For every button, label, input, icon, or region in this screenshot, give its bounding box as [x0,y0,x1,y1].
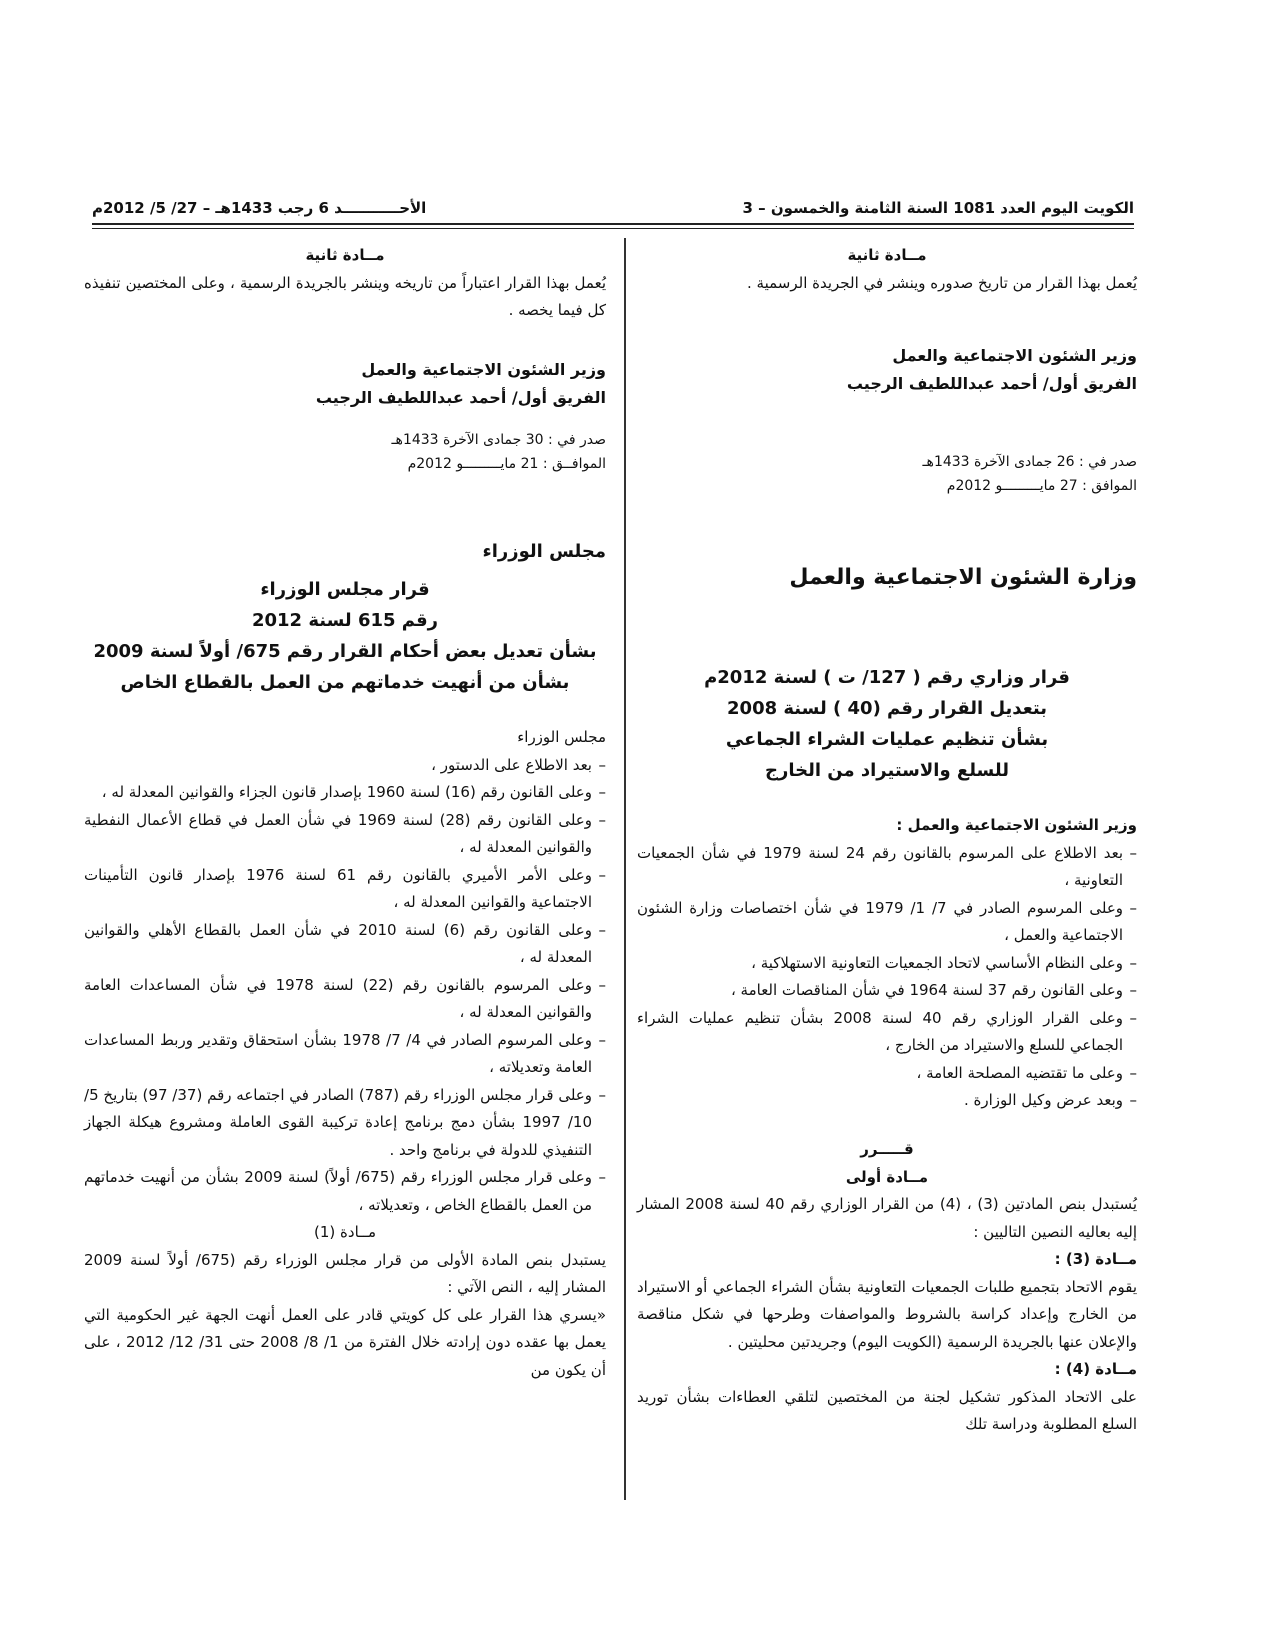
article-text: يقوم الاتحاد بتجميع طلبات الجمعيات التعاونية بشأن الشراء الجماعي أو الاستيراد من الخارج وإعداد كراسة بالشروط والمواصفات وطرحها في شكل مناقصة والإعلان عنها بالجريدة الرسمية (الكويت اليوم) وجريدتين محليتين . [637,1277,1137,1351]
corresponding-date: الموافق : 27 مايـــــــــو 2012م [946,478,1137,494]
list-item: – وعلى القانون رقم 37 لسنة 1964 في شأن المناقصات العامة ، [637,977,1137,1005]
corresponding-date: الموافــق : 21 مايـــــــــو 2012م [407,456,606,472]
article-heading: مــادة (3) : [1054,1250,1137,1268]
right-article2 [637,242,1137,297]
article-heading: مــادة (4) : [1054,1360,1137,1378]
decision-line: قرار مجلس الوزراء [260,579,430,600]
list-item: – وعلى القانون رقم (16) لسنة 1960 بإصدار قانون الجزاء والقوانين المعدلة له ، [84,779,606,807]
preamble-list [84,752,606,1220]
header-issue-info: الكويت اليوم العدد 1081 السنة الثامنة والخمسون – 3 [742,199,1134,217]
quoted-text: «يسري هذا القرار على كل كويتي قادر على العمل أنهت الجهة غير الحكومية التي يعمل بها عقده دون إرادته خلال الفترة من 1/ 8/ 2008 حتى 31/ 12/ 2012 ، على أن يكون من [84,1305,607,1379]
article-title: مــادة أولى [845,1167,929,1186]
list-item: – وعلى ما تقتضيه المصلحة العامة ، [637,1060,1137,1088]
header-date: الأحـــــــــــد 6 رجب 1433هـ – 27/ 5/ 2012م [92,199,427,217]
page-header [92,196,1134,220]
preamble-head: وزير الشئون الاجتماعية والعمل : [896,816,1137,834]
council-title: مجلس الوزراء [482,541,606,562]
right-dates [637,450,1137,498]
left-signature [84,356,606,411]
left-dates [84,428,606,476]
article-title: مــادة ثانية [305,246,385,264]
decision-line: رقم 615 لسنة 2012 [251,610,439,631]
preamble-head: مجلس الوزراء [517,728,606,746]
right-signature [637,342,1137,397]
left-decision-title [84,574,606,698]
list-item: – وعلى الأمر الأميري بالقانون رقم 61 لسنة 1976 بإصدار قانون التأمينات الاجتماعية والقوانين المعدلة له ، [84,862,606,917]
decision-line: للسلع والاستيراد من الخارج [765,760,1009,781]
minister-title: وزير الشئون الاجتماعية والعمل [361,360,606,379]
ministry-title: وزارة الشئون الاجتماعية والعمل [789,565,1137,590]
list-item: – بعد الاطلاع على المرسوم بالقانون رقم 24 لسنة 1979 في شأن الجمعيات التعاونية ، [637,840,1137,895]
minister-name: الفريق أول/ أحمد عبداللطيف الرجيب [315,387,606,407]
right-decision-title [637,662,1137,786]
list-item: – بعد الاطلاع على الدستور ، [84,752,606,780]
article-text: يستبدل بنص المادة الأولى من قرار مجلس الوزراء رقم (675/ أولاً لسنة 2009 المشار إليه ، النص الآتي : [84,1250,607,1296]
decision-line: قرار وزاري رقم ( 127/ ت ) لسنة 2012م [704,667,1070,688]
header-rule [92,223,1134,225]
left-preamble [84,724,606,1384]
right-preamble [637,812,1137,1115]
issued-date: صدر في : 26 جمادى الآخرة 1433هـ [922,454,1137,470]
decision-line: بتعديل القرار رقم (40 ) لسنة 2008 [727,698,1047,719]
issued-date: صدر في : 30 جمادى الآخرة 1433هـ [391,432,606,448]
column-divider [624,238,626,1500]
list-item: – وعلى المرسوم الصادر في 7/ 1/ 1979 في شأن اختصاصات وزارة الشئون الاجتماعية والعمل ، [637,895,1137,950]
preamble-list [637,840,1137,1115]
article-text: على الاتحاد المذكور تشكيل لجنة من المختصين لتلقي العطاءات بشأن توريد السلع المطلوبة ودراسة تلك [637,1387,1137,1433]
decision-line: بشأن تنظيم عمليات الشراء الجماعي [725,729,1049,750]
list-item: – وعلى النظام الأساسي لاتحاد الجمعيات التعاونية الاستهلاكية ، [637,950,1137,978]
list-item: – وعلى قرار مجلس الوزراء رقم (787) الصادر في اجتماعه رقم (37/ 97) بتاريخ 5/ 10/ 1997 بشأن دمج برنامج إعادة تركيبة القوى العاملة ومشروع هيكلة الجهاز التنفيذي للدولة في برنامج واحد . [84,1082,606,1165]
minister-title: وزير الشئون الاجتماعية والعمل [892,346,1137,365]
decision-line: بشأن تعديل بعض أحكام القرار رقم 675/ أولاً لسنة 2009 [93,641,597,662]
article-text: يُعمل بهذا القرار اعتباراً من تاريخه وينشر بالجريدة الرسمية ، وعلى المختصين تنفيذه كل فيما يخصه . [84,273,606,319]
article-title: مــادة (1) [314,1223,376,1241]
article-text: يُعمل بهذا القرار من تاريخ صدوره وينشر في الجريدة الرسمية . [747,273,1137,292]
list-item: – وعلى المرسوم الصادر في 4/ 7/ 1978 بشأن استحقاق وتقدير وربط المساعدات العامة وتعديلاته ، [84,1027,606,1082]
decision-line: بشأن من أنهيت خدماتهم من العمل بالقطاع الخاص [120,672,570,693]
list-item: – وعلى قرار مجلس الوزراء رقم (675/ أولاً) لسنة 2009 بشأن من أنهيت خدماتهم من العمل بالقطاع الخاص ، وتعديلاته ، [84,1164,606,1219]
list-item: – وعلى القانون رقم (28) لسنة 1969 في شأن العمل في قطاع الأعمال النفطية والقوانين المعدلة له ، [84,807,606,862]
article-title: مــادة ثانية [847,246,927,264]
article-text: يُستبدل بنص المادتين (3) ، (4) من القرار الوزاري رقم 40 لسنة 2008 المشار إليه بعاليه النصين التاليين : [637,1195,1137,1241]
left-article2 [84,242,606,325]
list-item: – وبعد عرض وكيل الوزارة . [637,1087,1137,1115]
list-item: – وعلى القانون رقم (6) لسنة 2010 في شأن العمل بالقطاع الأهلي والقوانين المعدلة له ، [84,917,606,972]
list-item: – وعلى المرسوم بالقانون رقم (22) لسنة 1978 في شأن المساعدات العامة والقوانين المعدلة له ، [84,972,606,1027]
right-decree [637,1136,1137,1439]
minister-name: الفريق أول/ أحمد عبداللطيف الرجيب [846,373,1137,393]
header-rule-thin [92,228,1134,229]
list-item: – وعلى القرار الوزاري رقم 40 لسنة 2008 بشأن تنظيم عمليات الشراء الجماعي للسلع والاستيراد من الخارج ، [637,1005,1137,1060]
decided-heading: قـــــرر [860,1140,914,1158]
